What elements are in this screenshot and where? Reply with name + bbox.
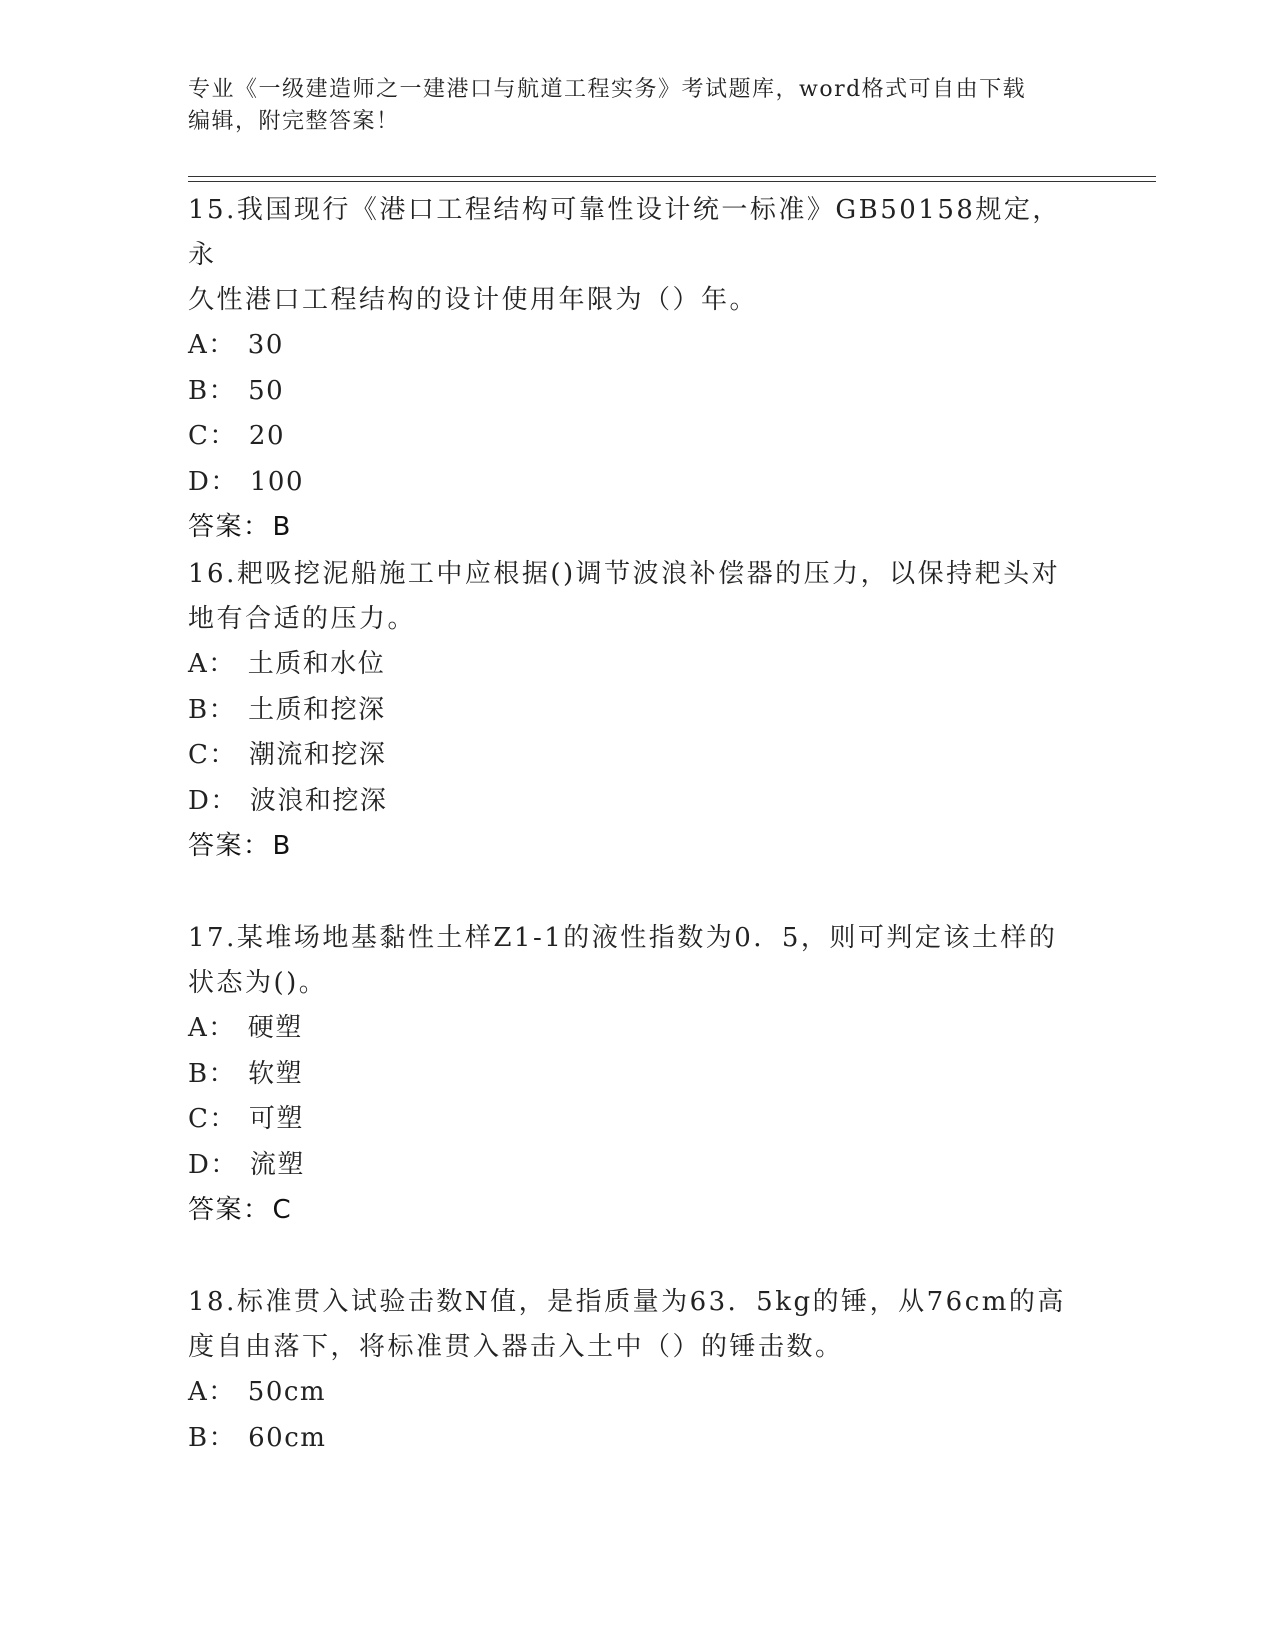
answer-label: 答案： xyxy=(188,512,271,542)
option-c xyxy=(188,414,1088,460)
option-a xyxy=(188,642,1088,688)
question-stem-line-1: 17.某堆场地基黏性土样Z1-1的液性指数为0．5，则可判定该土样的 xyxy=(188,923,1058,953)
question-stem-line-2: 状态为()。 xyxy=(188,968,328,998)
option-c xyxy=(188,733,1088,779)
option-list xyxy=(188,642,1088,824)
option-key: D： xyxy=(188,785,238,816)
header-divider-top xyxy=(188,176,1156,177)
header-divider-bottom xyxy=(188,181,1156,182)
header-line-1: 专业《一级建造师之一建港口与航道工程实务》考试题库，word格式可自由下载 xyxy=(188,77,1027,102)
option-key: B： xyxy=(188,375,237,406)
answer-label: 答案： xyxy=(188,1195,271,1225)
option-d xyxy=(188,779,1088,825)
document-header xyxy=(188,74,1078,138)
option-b xyxy=(188,688,1088,734)
option-key: A： xyxy=(188,649,236,679)
option-text: 潮流和挖深 xyxy=(248,740,387,770)
question-stem xyxy=(188,1280,1088,1370)
option-text: 硬塑 xyxy=(247,1013,303,1043)
option-d xyxy=(188,460,1088,506)
option-text: 30 xyxy=(247,330,284,360)
option-key: A： xyxy=(188,1013,236,1043)
question-stem-line-1: 18.标准贯入试验击数N值，是指质量为63．5kg的锤，从76cm的高 xyxy=(188,1287,1066,1317)
answer-value: B xyxy=(272,512,292,542)
option-a xyxy=(188,1006,1088,1052)
option-text: 土质和水位 xyxy=(247,649,386,679)
question-stem-line-2: 地有合适的压力。 xyxy=(188,604,417,634)
option-key: B： xyxy=(188,1058,237,1089)
option-key: A： xyxy=(188,1377,236,1407)
option-key: D： xyxy=(188,466,238,497)
option-text: 软塑 xyxy=(248,1058,304,1089)
question-15 xyxy=(188,188,1088,549)
option-b xyxy=(188,1416,1088,1462)
question-stem xyxy=(188,916,1088,1006)
option-b xyxy=(188,1052,1088,1098)
question-16 xyxy=(188,552,1088,868)
option-key: C： xyxy=(188,421,237,451)
question-stem-line-2: 久性港口工程结构的设计使用年限为（）年。 xyxy=(188,285,759,315)
option-a xyxy=(188,1370,1088,1416)
question-stem-line-2: 度自由落下，将标准贯入器击入土中（）的锤击数。 xyxy=(188,1332,844,1362)
answer-line xyxy=(188,1188,1088,1232)
answer-line xyxy=(188,824,1088,868)
option-key: D： xyxy=(188,1149,238,1180)
option-list xyxy=(188,323,1088,505)
option-b xyxy=(188,369,1088,415)
question-stem-line-1: 15.我国现行《港口工程结构可靠性设计统一标准》GB50158规定，永 xyxy=(188,195,1061,270)
question-stem xyxy=(188,188,1088,323)
option-key: B： xyxy=(188,694,237,725)
option-text: 50cm xyxy=(247,1377,327,1407)
question-18 xyxy=(188,1280,1088,1461)
question-stem xyxy=(188,552,1088,642)
answer-line xyxy=(188,505,1088,549)
option-list xyxy=(188,1006,1088,1188)
option-text: 波浪和挖深 xyxy=(249,785,388,816)
option-text: 60cm xyxy=(248,1422,327,1453)
option-text: 流塑 xyxy=(249,1149,305,1180)
question-stem-line-1: 16.耙吸挖泥船施工中应根据()调节波浪补偿器的压力，以保持耙头对 xyxy=(188,559,1061,589)
option-key: B： xyxy=(188,1422,237,1453)
question-17 xyxy=(188,916,1088,1232)
option-text: 100 xyxy=(249,466,304,497)
option-c xyxy=(188,1097,1088,1143)
option-key: C： xyxy=(188,740,237,770)
answer-label: 答案： xyxy=(188,831,271,861)
option-list xyxy=(188,1370,1088,1461)
answer-value: B xyxy=(272,831,292,861)
option-d xyxy=(188,1143,1088,1189)
header-line-2: 编辑，附完整答案！ xyxy=(188,109,400,134)
option-text: 50 xyxy=(248,375,285,406)
option-text: 土质和挖深 xyxy=(248,694,386,725)
option-a xyxy=(188,323,1088,369)
option-text: 可塑 xyxy=(248,1104,304,1134)
option-text: 20 xyxy=(248,421,285,451)
option-key: A： xyxy=(188,330,236,360)
answer-value: C xyxy=(272,1195,293,1225)
option-key: C： xyxy=(188,1104,237,1134)
